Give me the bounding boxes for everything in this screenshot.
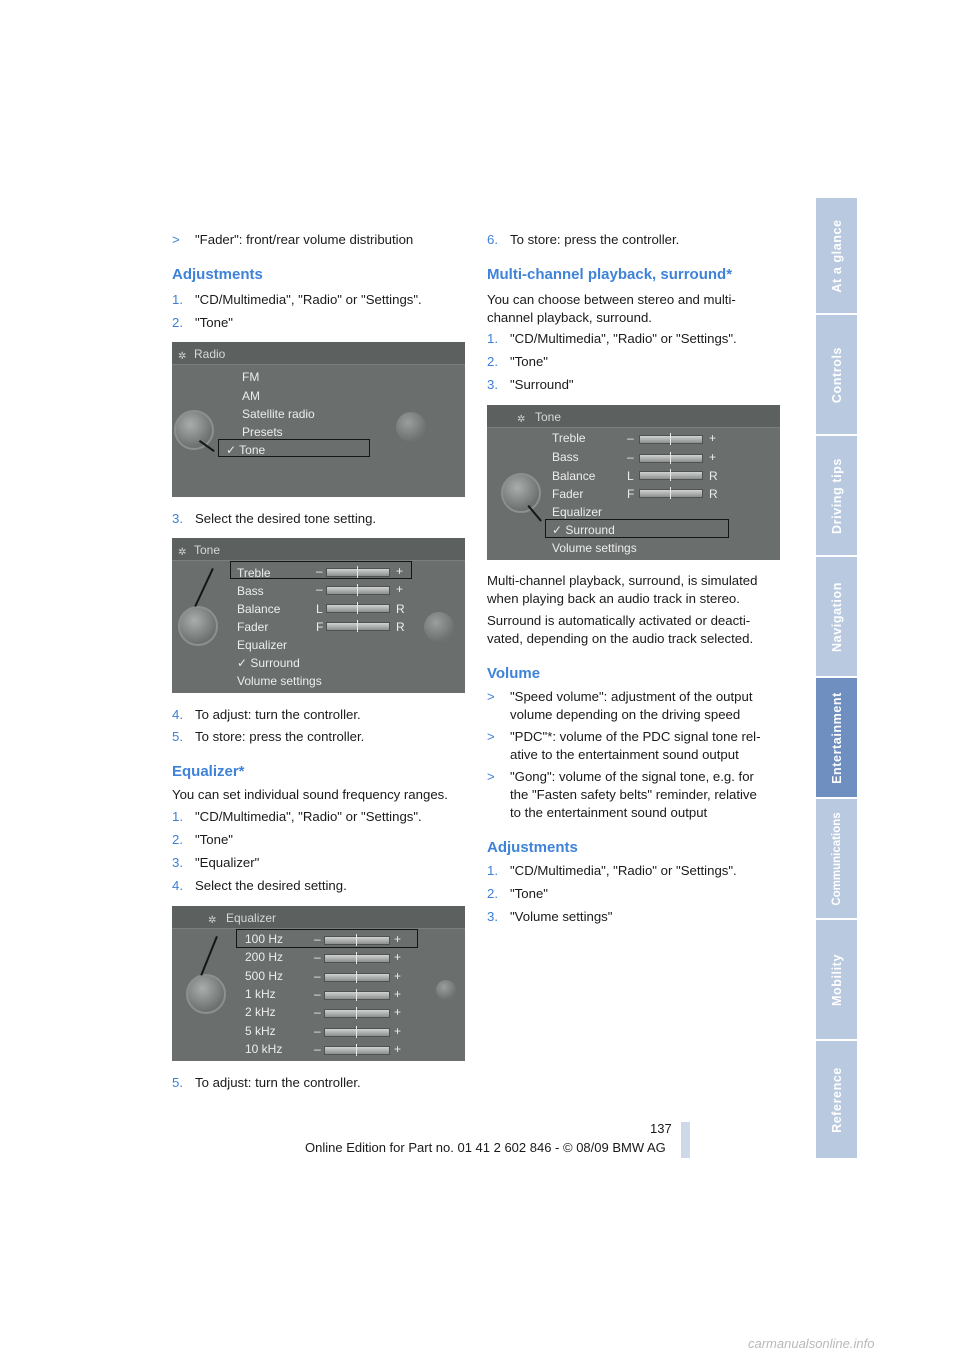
minus-sign: –	[316, 564, 323, 578]
front-label: F	[316, 620, 324, 634]
fader-bar	[639, 489, 703, 498]
step-text: To store: press the controller.	[195, 729, 365, 744]
body-line: "Gong": volume of the signal tone, e.g. for	[510, 769, 754, 784]
step-text: "Surround"	[510, 377, 574, 392]
minus-sign: –	[314, 1005, 321, 1020]
eq-intro: You can set individual sound frequency ranges.	[172, 787, 448, 802]
eq-band-label: 10 kHz	[245, 1041, 283, 1056]
step-number: 3.	[487, 909, 498, 924]
screen-title: Tone	[535, 410, 562, 424]
step-text: "Tone"	[510, 354, 548, 369]
surround-menu-screenshot	[487, 405, 780, 560]
plus-sign: +	[396, 564, 404, 578]
plus-sign: +	[394, 986, 402, 1001]
menu-item: AM	[242, 389, 260, 403]
menu-item: Fader	[552, 487, 584, 501]
step-number: 5.	[172, 729, 183, 744]
body-line: vated, depending on the audio track selected.	[487, 631, 754, 646]
tab-controls[interactable]	[816, 315, 857, 436]
body-line: Surround is automatically activated or deacti-	[487, 613, 751, 628]
step-number: 6.	[487, 232, 498, 247]
level-bar	[639, 454, 703, 463]
step-number: 1.	[487, 863, 498, 878]
menu-item: Balance	[237, 602, 281, 616]
scroll-knob	[396, 412, 426, 442]
eq-level-bar	[324, 1028, 390, 1037]
level-bar	[326, 568, 390, 577]
plus-sign: +	[394, 950, 402, 965]
body-line: ative to the entertainment sound output	[510, 747, 739, 762]
step-text: "Tone"	[195, 315, 233, 330]
body-line: when playing back an audio track in stereo.	[487, 591, 740, 606]
menu-item: FM	[242, 370, 260, 384]
pointer-line	[200, 936, 218, 976]
step-number: 3.	[172, 855, 183, 870]
plus-sign: +	[709, 450, 717, 464]
selection-frame	[545, 519, 729, 538]
minus-sign: –	[314, 950, 321, 965]
menu-item: Bass	[237, 584, 264, 598]
tab-label: Reference	[829, 1066, 844, 1133]
bullet: >	[487, 769, 495, 784]
plus-sign: +	[394, 1005, 402, 1020]
bullet: >	[487, 729, 495, 744]
eq-level-bar	[324, 936, 390, 945]
eq-band-label: 1 kHz	[245, 986, 276, 1001]
minus-sign: –	[627, 431, 634, 445]
step-text: "Tone"	[510, 886, 548, 901]
step-text: To store: press the controller.	[510, 232, 680, 247]
tone-menu-screenshot	[172, 538, 465, 693]
step-number: 1.	[487, 331, 498, 346]
step-number: 2.	[172, 315, 183, 330]
plus-sign: +	[396, 582, 404, 596]
right-label: R	[709, 469, 718, 483]
eq-band-label: 200 Hz	[245, 950, 284, 965]
tab-driving-tips[interactable]	[816, 436, 857, 557]
tab-label: Controls	[829, 346, 844, 403]
step-text: "Equalizer"	[195, 855, 260, 870]
plus-sign: +	[709, 431, 717, 445]
menu-icon: ✲	[178, 351, 187, 362]
eq-band-label: 5 kHz	[245, 1023, 276, 1038]
minus-sign: –	[314, 1023, 321, 1038]
menu-item: ✓ Surround	[237, 656, 300, 670]
step-text: "Volume settings"	[510, 909, 613, 924]
menu-item: Treble	[237, 566, 271, 580]
adjustments-heading: Adjustments	[487, 839, 578, 856]
plus-sign: +	[394, 1023, 402, 1038]
fader-bar	[326, 622, 390, 631]
screen-title: Tone	[194, 543, 221, 557]
pointer-line	[194, 568, 214, 607]
step-number: 1.	[172, 809, 183, 824]
tab-label: Mobility	[829, 953, 844, 1006]
right-label: R	[396, 602, 405, 616]
bullet: >	[172, 232, 180, 247]
body-line: to the entertainment sound output	[510, 805, 708, 820]
controller-knob	[178, 606, 218, 646]
fader-text: "Fader": front/rear volume distribution	[195, 232, 414, 247]
tab-label: Communications	[830, 811, 843, 906]
menu-item: Equalizer	[552, 505, 603, 519]
menu-item: Satellite radio	[242, 407, 315, 421]
body-line: volume depending on the driving speed	[510, 707, 741, 722]
balance-bar	[639, 471, 703, 480]
tab-entertainment[interactable]	[816, 678, 857, 799]
scroll-knob	[424, 612, 454, 642]
step-text: "CD/Multimedia", "Radio" or "Settings".	[510, 331, 737, 346]
menu-item: Equalizer	[237, 638, 288, 652]
step-number: 4.	[172, 707, 183, 722]
step-text: To adjust: turn the controller.	[195, 1075, 361, 1090]
level-bar	[326, 586, 390, 595]
eq-level-bar	[324, 973, 390, 982]
watermark: carmanualsonline.info	[748, 1336, 875, 1351]
menu-item: Volume settings	[552, 541, 637, 555]
selection-frame	[218, 439, 370, 457]
minus-sign: –	[314, 968, 321, 983]
surround-heading: Multi-channel playback, surround*	[487, 266, 733, 283]
tab-label: Driving tips	[829, 457, 844, 534]
menu-icon: ✲	[178, 547, 187, 558]
step-text: "CD/Multimedia", "Radio" or "Settings".	[510, 863, 737, 878]
menu-icon: ✲	[208, 915, 217, 926]
left-label: L	[316, 602, 323, 616]
eq-level-bar	[324, 954, 390, 963]
adjustments-heading: Adjustments	[172, 266, 263, 283]
eq-level-bar	[324, 991, 390, 1000]
rear-label: R	[709, 487, 718, 501]
edition-line: Online Edition for Part no. 01 41 2 602 846 - © 08/09 BMW AG	[305, 1140, 666, 1155]
level-bar	[639, 435, 703, 444]
step-text: "Tone"	[195, 832, 233, 847]
controller-knob	[501, 473, 541, 513]
eq-band-label: 100 Hz	[245, 932, 284, 946]
step-text: "CD/Multimedia", "Radio" or "Settings".	[195, 809, 422, 824]
minus-sign: –	[627, 450, 634, 464]
step-text: Select the desired tone setting.	[195, 511, 377, 526]
body-line: the "Fasten safety belts" reminder, relative	[510, 787, 757, 802]
surround-intro-line: channel playback, surround.	[487, 310, 652, 325]
screen-title: Radio	[194, 347, 226, 361]
body-line: "PDC"*: volume of the PDC signal tone rel-	[510, 729, 761, 744]
minus-sign: –	[314, 932, 321, 946]
step-number: 2.	[487, 886, 498, 901]
surround-intro-line: You can choose between stereo and multi-	[487, 292, 736, 307]
body-line: Multi-channel playback, surround, is simulated	[487, 573, 758, 588]
menu-item: ✓ Tone	[226, 443, 266, 457]
page-number: 137	[650, 1121, 672, 1136]
menu-item: Presets	[242, 425, 283, 439]
body-line: "Speed volume": adjustment of the output	[510, 689, 753, 704]
step-text: "CD/Multimedia", "Radio" or "Settings".	[195, 292, 422, 307]
footer-marker	[681, 1122, 690, 1158]
balance-bar	[326, 604, 390, 613]
tab-communications[interactable]	[816, 799, 857, 920]
tab-label: Entertainment	[829, 691, 844, 784]
menu-item: Treble	[552, 431, 586, 445]
scroll-knob	[436, 980, 456, 1000]
tab-reference[interactable]	[816, 1041, 857, 1160]
minus-sign: –	[316, 582, 323, 596]
screen-header	[487, 405, 780, 428]
tab-at-a-glance[interactable]	[816, 198, 857, 315]
eq-level-bar	[324, 1009, 390, 1018]
plus-sign: +	[394, 932, 402, 946]
step-number: 3.	[172, 511, 183, 526]
menu-item: Fader	[237, 620, 269, 634]
bullet: >	[487, 689, 495, 704]
controller-knob	[174, 410, 214, 450]
menu-icon: ✲	[517, 414, 526, 425]
tab-label: At a glance	[829, 218, 844, 293]
step-number: 2.	[487, 354, 498, 369]
front-label: F	[627, 487, 635, 501]
eq-level-bar	[324, 1046, 390, 1055]
menu-item: ✓ Surround	[552, 523, 615, 537]
eq-band-label: 500 Hz	[245, 968, 284, 983]
menu-item: Bass	[552, 450, 579, 464]
tab-mobility[interactable]	[816, 920, 857, 1041]
radio-menu-screenshot	[172, 342, 465, 497]
rear-label: R	[396, 620, 405, 634]
eq-band-label: 2 kHz	[245, 1005, 276, 1020]
minus-sign: –	[314, 1041, 321, 1056]
step-text: Select the desired setting.	[195, 878, 347, 893]
controller-knob	[186, 974, 226, 1014]
step-number: 1.	[172, 292, 183, 307]
tab-navigation[interactable]	[816, 557, 857, 678]
equalizer-heading: Equalizer*	[172, 763, 245, 780]
tab-label: Navigation	[829, 581, 844, 652]
step-number: 5.	[172, 1075, 183, 1090]
step-text: To adjust: turn the controller.	[195, 707, 361, 722]
left-label: L	[627, 469, 634, 483]
equalizer-menu-screenshot	[172, 906, 465, 1061]
step-number: 2.	[172, 832, 183, 847]
menu-item: Volume settings	[237, 674, 322, 688]
minus-sign: –	[314, 986, 321, 1001]
step-number: 3.	[487, 377, 498, 392]
step-number: 4.	[172, 878, 183, 893]
screen-title: Equalizer	[226, 911, 277, 925]
volume-heading: Volume	[487, 665, 541, 682]
menu-item: Balance	[552, 469, 596, 483]
plus-sign: +	[394, 968, 402, 983]
plus-sign: +	[394, 1041, 402, 1056]
